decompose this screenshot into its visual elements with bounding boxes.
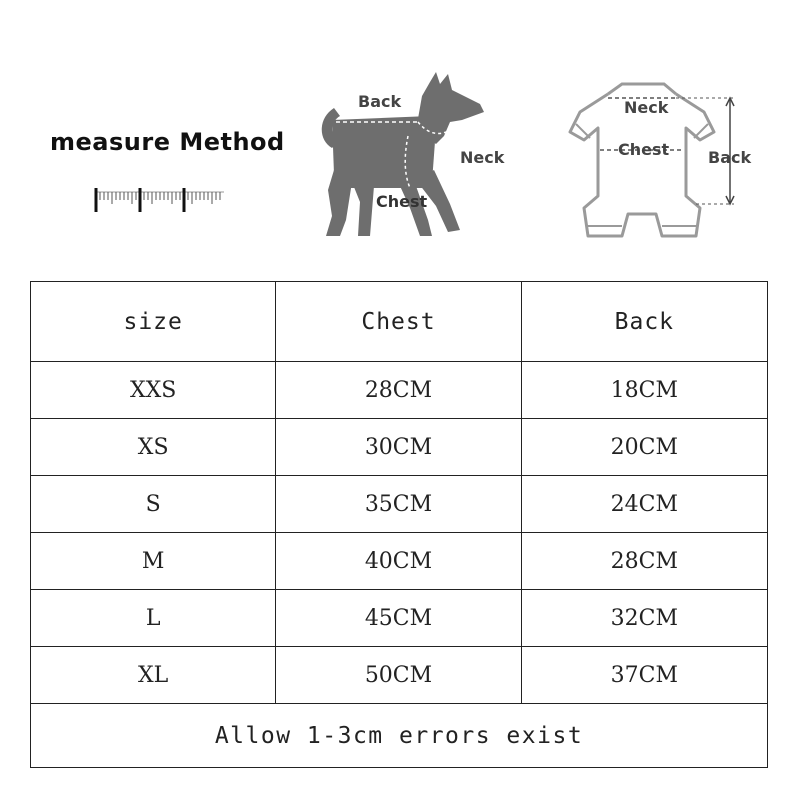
table-row bbox=[31, 647, 768, 704]
table-row bbox=[31, 419, 768, 476]
chest-cell: 45CM bbox=[276, 590, 521, 647]
dog-chest-label: Chest bbox=[376, 192, 428, 211]
back-cell: 37CM bbox=[521, 647, 767, 704]
chest-cell: 40CM bbox=[276, 533, 521, 590]
table-row bbox=[31, 476, 768, 533]
table-row bbox=[31, 590, 768, 647]
garment-chest-label: Chest bbox=[618, 140, 670, 159]
size-chart-table bbox=[30, 281, 768, 768]
tolerance-note: Allow 1-3cm errors exist bbox=[31, 704, 768, 768]
size-cell: L bbox=[31, 590, 276, 647]
chest-cell: 35CM bbox=[276, 476, 521, 533]
table-row bbox=[31, 533, 768, 590]
ruler-icon bbox=[92, 182, 228, 216]
dog-back-label: Back bbox=[358, 92, 402, 111]
header-size: size bbox=[31, 282, 276, 362]
size-cell: XS bbox=[31, 419, 276, 476]
garment-back-label: Back bbox=[708, 148, 752, 167]
back-cell: 18CM bbox=[521, 362, 767, 419]
back-cell: 28CM bbox=[521, 533, 767, 590]
back-cell: 32CM bbox=[521, 590, 767, 647]
table-header-row bbox=[31, 282, 768, 362]
garment-neck-label: Neck bbox=[624, 98, 669, 117]
back-cell: 20CM bbox=[521, 419, 767, 476]
size-cell: M bbox=[31, 533, 276, 590]
table-row bbox=[31, 362, 768, 419]
size-cell: XL bbox=[31, 647, 276, 704]
chest-cell: 30CM bbox=[276, 419, 521, 476]
dog-measurement-diagram bbox=[312, 70, 512, 242]
garment-measurement-diagram bbox=[564, 80, 764, 242]
table-note-row bbox=[31, 704, 768, 768]
header-back: Back bbox=[521, 282, 767, 362]
size-cell: S bbox=[31, 476, 276, 533]
back-cell: 24CM bbox=[521, 476, 767, 533]
dog-neck-label: Neck bbox=[460, 148, 505, 167]
chest-cell: 28CM bbox=[276, 362, 521, 419]
header-chest: Chest bbox=[276, 282, 521, 362]
size-cell: XXS bbox=[31, 362, 276, 419]
measure-method-title: measure Method bbox=[50, 128, 285, 156]
chest-cell: 50CM bbox=[276, 647, 521, 704]
